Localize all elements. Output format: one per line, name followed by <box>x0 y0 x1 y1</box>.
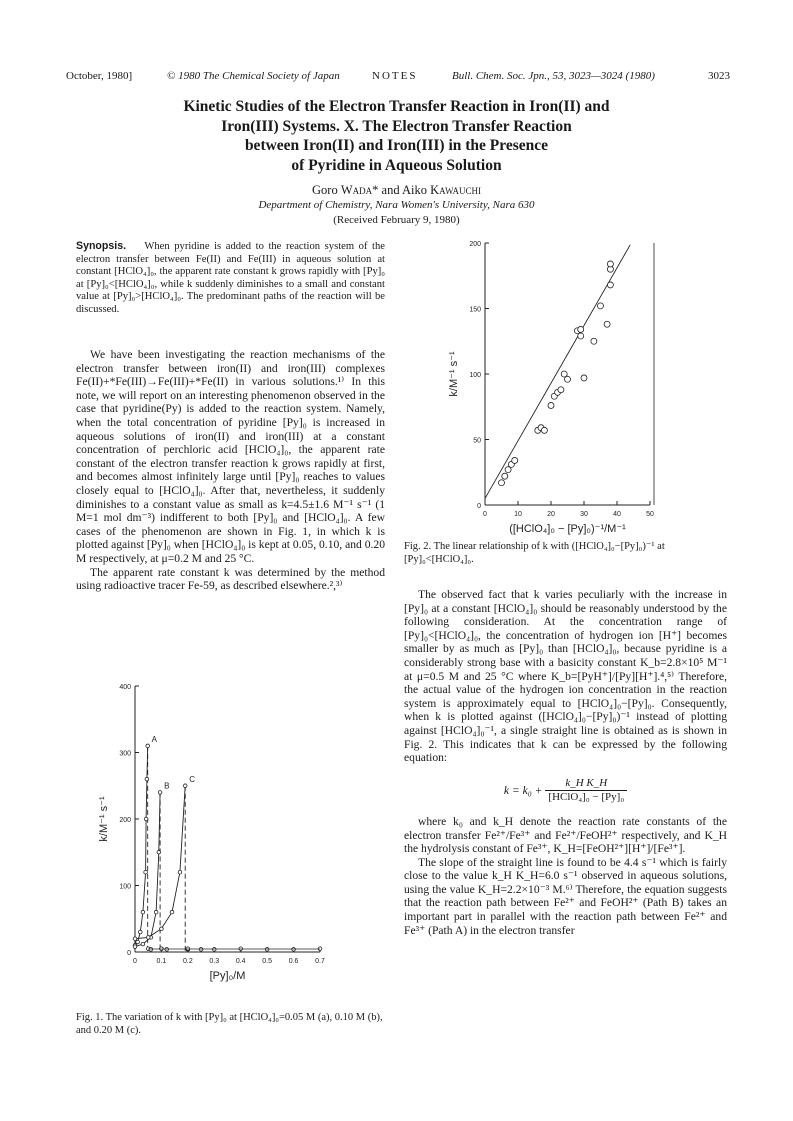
body-paragraph: The apparent rate constant k was determined by the method using radioactive tracer Fe-59, as described elsewhere.²,³⁾ <box>76 565 385 593</box>
body-paragraph: The observed fact that k varies peculiarly with the increase in [Py]₀ at a constant [HClO₄]₀ should be reasonably understood by the following consideration. At the concentration range of [Py]₀<[HClO₄]₀, the concentration of hydrogen ion [H⁺] becomes smaller by as much as [Py]₀ than [HClO₄]₀, because pyridine is a considerably strong base with a basicity constant K_b=2.8×10⁵ M⁻¹ at μ=0.5 M and 25 °C where K_b=[PyH⁺]/[Py][H⁺].⁴,⁵⁾ Therefore, the actual value of the hydrogen ion concentration in the reaction system is approximately equal to [HClO₄]₀−[Py]₀. Consequently, when k is plotted against ([HClO₄]₀−[Py]₀)⁻¹ instead of plotting against [HClO₄]₀⁻¹, a single straight line is obtained as is shown in Fig. 2. This indicates that k can be expressed by the following equation: <box>404 588 727 765</box>
data-point <box>154 910 158 914</box>
figure-2-caption: Fig. 2. The linear relationship of k with ([HClO₄]₀−[Py]₀)⁻¹ at [Py]₀<[HClO₄]₀. <box>404 541 665 565</box>
data-point <box>145 777 149 781</box>
header-section: NOTES <box>372 70 418 82</box>
x-tick-label: 0.3 <box>209 958 220 965</box>
data-point <box>138 930 142 934</box>
title-line: Iron(III) Systems. X. The Electron Transfer Reaction <box>221 117 572 135</box>
series-curve <box>135 746 148 946</box>
data-point <box>146 744 150 748</box>
y-axis-label: k/M⁻¹ s⁻¹ <box>448 351 460 397</box>
y-tick-label: 150 <box>469 306 481 314</box>
data-point <box>141 942 145 946</box>
figure-2-chart <box>420 235 750 540</box>
x-tick-label: 40 <box>613 511 621 518</box>
y-tick-label: 200 <box>119 817 131 824</box>
header-date: October, 1980] <box>66 70 133 82</box>
author-last-name: Wada <box>340 183 373 197</box>
authors <box>60 183 733 198</box>
data-point <box>133 945 137 949</box>
data-point <box>548 402 554 408</box>
rate-equation <box>404 777 727 805</box>
y-tick-label: 0 <box>127 950 131 957</box>
figure-1-chart <box>60 678 390 998</box>
author-separator: and <box>381 183 400 197</box>
x-axis-label: [Py]₀/M <box>209 970 246 982</box>
series-label: A <box>151 734 158 744</box>
data-point <box>141 910 145 914</box>
x-tick-label: 0.6 <box>288 958 299 965</box>
title-line: of Pyridine in Aqueous Solution <box>291 156 502 174</box>
data-point <box>598 303 604 309</box>
author-first-name: Aiko <box>402 183 428 197</box>
data-point <box>604 321 610 327</box>
x-tick-label: 0.1 <box>156 958 167 965</box>
header-page-number: 3023 <box>708 70 730 82</box>
y-tick-label: 0 <box>477 503 481 510</box>
left-column <box>76 348 385 593</box>
data-point <box>157 850 161 854</box>
data-point <box>160 927 164 931</box>
right-column <box>404 588 727 937</box>
synopsis-text: When pyridine is added to the reaction system of the electron transfer between Fe(II) and Fe(III) in aqueous solution at constant [HClO₄]₀, the apparent rate constant k grows rapidly with [Py]₀ at [Py]₀<[HClO₄]₀, while k suddenly diminishes to a small and constant value at [Py]₀>[HClO₄]₀. The predominant paths of the reaction will be discussed. <box>76 241 385 315</box>
x-tick-label: 0 <box>133 958 137 965</box>
author-first-name: Goro <box>312 183 338 197</box>
data-point <box>512 457 518 463</box>
y-tick-label: 400 <box>119 684 131 691</box>
body-paragraph: The slope of the straight line is found to be 4.4 s⁻¹ which is fairly close to the value k_H K_H=6.0 s⁻¹ observed in aqueous solutions, using the value K_H=2.2×10⁻³ M.⁶⁾ Therefore, the equation suggests that the reaction path between Fe²⁺ and FeOH²⁺ (Path B) takes an important part in parallel with the reaction path between Fe²⁺ and Fe³⁺ (Path A) in the electron transfer <box>404 855 727 937</box>
y-tick-label: 50 <box>473 437 481 445</box>
data-point <box>581 375 587 381</box>
data-point <box>558 387 564 393</box>
equation-denominator: [HClO₄]₀ − [Py]₀ <box>548 791 625 804</box>
data-point <box>607 282 613 288</box>
x-tick-label: 10 <box>514 511 522 518</box>
data-point <box>591 338 597 344</box>
series-label: B <box>164 781 170 791</box>
x-tick-label: 0.2 <box>182 958 193 965</box>
data-point <box>144 870 148 874</box>
data-point <box>578 326 584 332</box>
title-line: between Iron(II) and Iron(III) in the Presence <box>244 137 549 154</box>
y-axis-label: k/M⁻¹ s⁻¹ <box>98 796 110 842</box>
equation-lhs: k = k₀ + <box>503 783 546 797</box>
data-point <box>178 870 182 874</box>
x-tick-label: 0.7 <box>315 958 325 965</box>
received-date: (Received February 9, 1980) <box>333 214 460 226</box>
y-tick-label: 100 <box>119 883 131 891</box>
title-line: Kinetic Studies of the Electron Transfer Reaction in Iron(II) and <box>183 98 610 115</box>
body-paragraph: We have been investigating the reaction mechanisms of the electron transfer between iron(II) and iron(III) complexes Fe(II)+*Fe(III)→Fe(III)+*Fe(II) in various solutions.¹⁾ In this note, we will report on an interesting phenomenon observed in the case that pyridine(Py) is added to the reaction system. Namely, when the total concentration of pyridine [Py]₀ is increased in aqueous solutions of iron(II) and iron(III) at a constant concentration of perchloric acid [HClO₄]₀, the apparent rate constant of the electron transfer reaction k grows rapidly at first, and becomes almost infinitely large until [Py]₀ reaches to values closely equal to [HClO₄]₀. After that, nevertheless, it suddenly diminishes to a constant value as small as k=4.5±1.6 M⁻¹ s⁻¹ (1 M=1 mol dm⁻³) indifferent to both [Py]₀ and [HClO₄]₀. A few cases of the phenomenon are shown in Fig. 1, in which k is plotted against [Py]₀ when [HClO₄]₀ is kept at 0.05, 0.10, and 0.20 M respectively, at μ=0.2 M and 25 °C. <box>76 348 386 565</box>
data-point <box>607 261 613 267</box>
data-point <box>146 936 150 940</box>
corresponding-mark: * <box>372 183 379 197</box>
data-point <box>133 937 137 941</box>
x-tick-label: 0.5 <box>262 958 273 965</box>
y-tick-label: 100 <box>469 372 481 379</box>
paper-title <box>60 97 733 175</box>
synopsis <box>76 240 385 317</box>
x-tick-label: 30 <box>580 511 588 518</box>
x-tick-label: 0 <box>483 511 487 518</box>
x-tick-label: 0.4 <box>235 958 246 965</box>
y-tick-label: 200 <box>469 241 481 248</box>
data-point <box>136 940 140 944</box>
data-point <box>144 817 148 821</box>
data-point <box>183 784 187 788</box>
affiliation: Department of Chemistry, Nara Women's University, Nara 630 <box>258 199 535 211</box>
data-point <box>578 333 584 339</box>
figure-1-caption: Fig. 1. The variation of k with [Py]₀ at [HClO₄]₀=0.05 M (a), 0.10 M (b), and 0.20 M (c). <box>76 1012 383 1036</box>
data-point <box>158 791 162 795</box>
x-tick-label: 50 <box>646 511 654 518</box>
header-journal: Bull. Chem. Soc. Jpn., 53, 3023—3024 (1980) <box>452 70 655 82</box>
x-tick-label: 20 <box>547 511 555 518</box>
body-paragraph: where k₀ and k_H denote the reaction rate constants of the electron transfer Fe²⁺/Fe³⁺ and Fe²⁺/FeOH²⁺ respectively, and K_H the hydrolysis constant of Fe³⁺, K_H=[FeOH²⁺][H⁺]/[Fe³⁺]. <box>404 814 727 856</box>
data-point <box>565 376 571 382</box>
data-point <box>499 480 505 486</box>
y-tick-label: 300 <box>119 750 131 758</box>
header-copyright: © 1980 The Chemical Society of Japan <box>167 70 340 82</box>
x-axis-label: ([HClO₄]₀ − [Py]₀)⁻¹/M⁻¹ <box>509 523 626 535</box>
data-point <box>541 427 547 433</box>
series-label: C <box>189 774 195 784</box>
synopsis-label: Synopsis. <box>76 240 127 252</box>
equation-numerator: k_H K_H <box>545 777 627 792</box>
data-point <box>170 910 174 914</box>
data-point <box>502 473 508 479</box>
author-last-name: Kawauchi <box>430 183 481 197</box>
